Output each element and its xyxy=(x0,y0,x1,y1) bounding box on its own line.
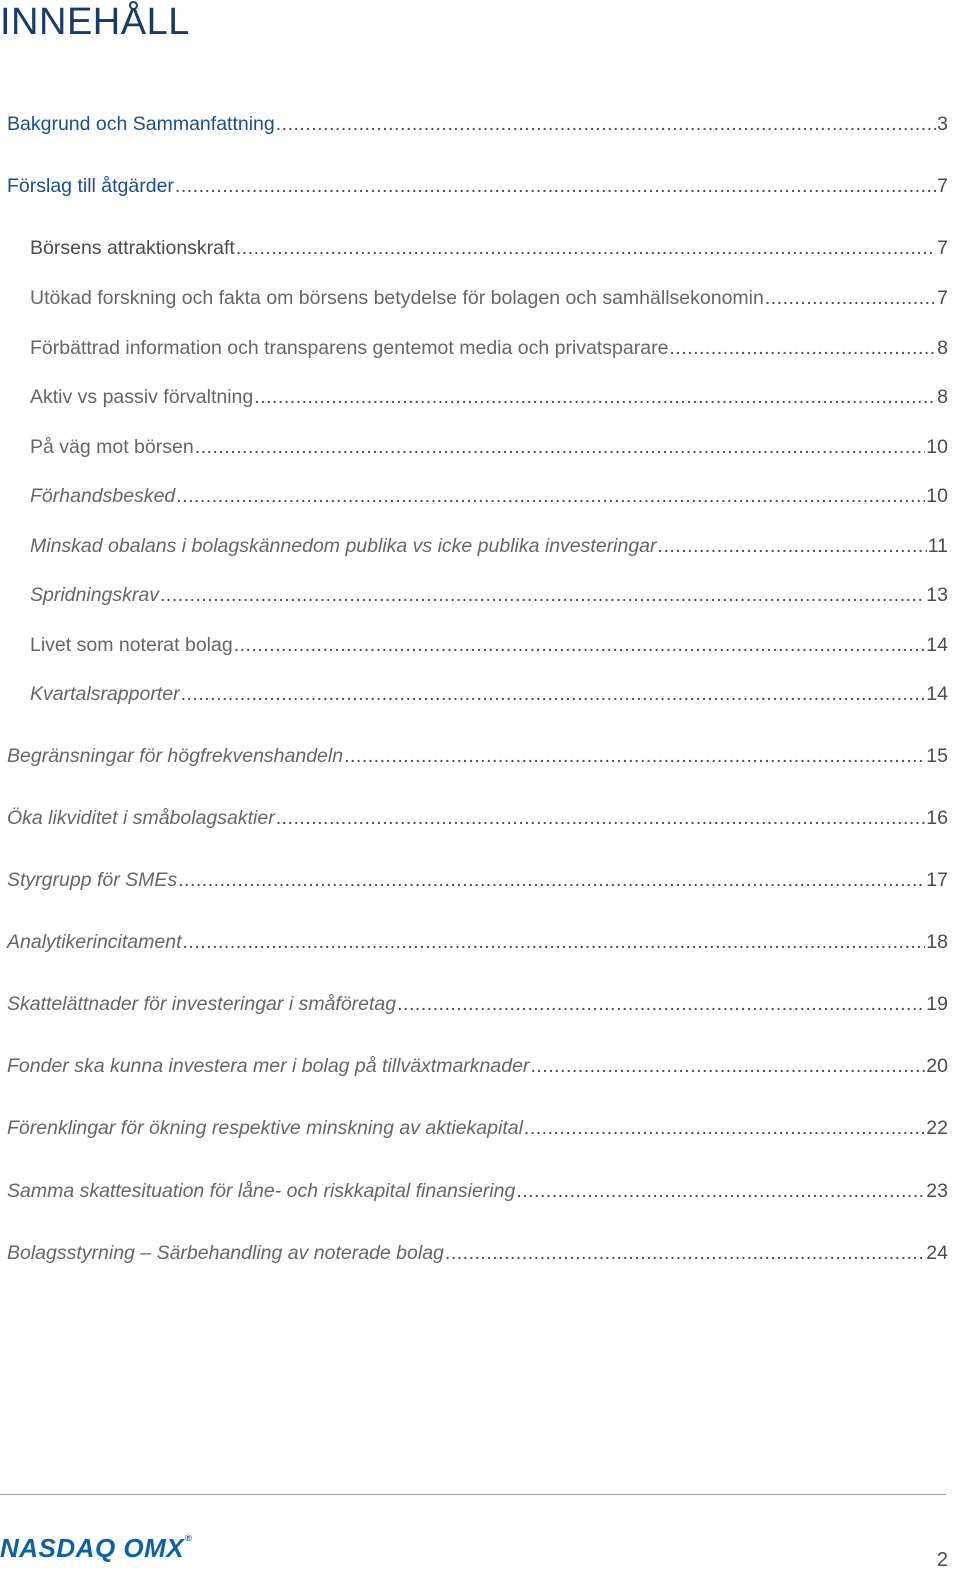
toc-entry[interactable] xyxy=(30,433,948,461)
toc-entry-page: 17 xyxy=(926,869,948,891)
toc-entry-page: 14 xyxy=(926,634,948,656)
toc-entry[interactable] xyxy=(30,234,948,262)
toc-entry-page: 20 xyxy=(926,1055,948,1077)
toc-entry-page: 23 xyxy=(926,1180,948,1202)
toc-entry-page: 8 xyxy=(937,386,948,408)
toc-entry[interactable] xyxy=(7,172,948,200)
toc-entry[interactable] xyxy=(30,581,948,609)
toc-entry-label: Förhandsbesked xyxy=(30,485,176,507)
toc-entry[interactable] xyxy=(7,990,948,1018)
toc-dot-leader xyxy=(397,990,925,1018)
toc-dot-leader xyxy=(254,383,936,411)
toc-entry[interactable] xyxy=(30,532,948,560)
toc-dot-leader xyxy=(276,110,936,138)
toc-entry-label: Bolagsstyrning – Särbehandling av noterade bolag xyxy=(7,1242,444,1264)
toc-entry[interactable] xyxy=(7,1177,948,1205)
toc-entry-page: 19 xyxy=(926,993,948,1015)
toc-entry-label: Aktiv vs passiv förvaltning xyxy=(30,386,254,408)
toc-entry-label: Livet som noterat bolag xyxy=(30,634,233,656)
toc-entry-label: Öka likviditet i småbolagsaktier xyxy=(7,807,275,829)
toc-dot-leader xyxy=(160,581,925,609)
toc-entry-label: Kvartalsrapporter xyxy=(30,683,180,705)
toc-entry-page: 8 xyxy=(937,337,948,359)
toc-entry-page: 24 xyxy=(926,1242,948,1264)
toc-entry-label: Skattelättnader för investeringar i småföretag xyxy=(7,993,397,1015)
toc-entry-page: 11 xyxy=(927,535,948,557)
toc-entry[interactable] xyxy=(30,631,948,659)
toc-entry-page: 7 xyxy=(937,287,948,309)
toc-entry-label: Samma skattesituation för låne- och riskkapital finansiering xyxy=(7,1180,516,1202)
toc-dot-leader xyxy=(765,284,936,312)
page-number: 2 xyxy=(936,1549,948,1571)
toc-entry[interactable] xyxy=(30,383,948,411)
toc-entry-page: 16 xyxy=(926,807,948,829)
toc-entry-label: Utökad forskning och fakta om börsens betydelse för bolagen och samhällsekonomin xyxy=(30,287,764,309)
toc-dot-leader xyxy=(181,680,926,708)
toc-entry[interactable] xyxy=(7,1114,948,1142)
toc-dot-leader xyxy=(195,433,926,461)
toc-dot-leader xyxy=(658,532,927,560)
toc-entry-page: 10 xyxy=(926,485,948,507)
nasdaq-omx-logo xyxy=(0,1533,192,1563)
toc-dot-leader xyxy=(175,172,936,200)
toc-entry-label: Förenklingar för ökning respektive minskning av aktiekapital xyxy=(7,1117,523,1139)
toc-entry-label: Börsens attraktionskraft xyxy=(30,237,235,259)
toc-entry-page: 3 xyxy=(937,113,948,135)
toc-dot-leader xyxy=(669,334,936,362)
footer-divider xyxy=(0,1494,946,1495)
toc-entry-page: 7 xyxy=(937,175,948,197)
toc-dot-leader xyxy=(178,866,925,894)
toc-entry[interactable] xyxy=(7,804,948,832)
toc-entry-label: Fonder ska kunna investera mer i bolag på tillväxtmarknader xyxy=(7,1055,530,1077)
toc-entry-page: 22 xyxy=(926,1117,948,1139)
toc-entry-label: Bakgrund och Sammanfattning xyxy=(7,113,275,135)
toc-entry[interactable] xyxy=(30,334,948,362)
toc-entry[interactable] xyxy=(30,284,948,312)
page-title: INNEHÅLL xyxy=(0,1,190,43)
toc-entry-label: Spridningskrav xyxy=(30,584,159,606)
toc-entry-page: 7 xyxy=(937,237,948,259)
toc-entry-page: 13 xyxy=(926,584,948,606)
toc-dot-leader xyxy=(445,1239,925,1267)
toc-dot-leader xyxy=(344,742,925,770)
toc-entry-label: Minskad obalans i bolagskännedom publika vs icke publika investeringar xyxy=(30,535,657,557)
toc-entry-page: 18 xyxy=(926,931,948,953)
toc-entry-label: Styrgrupp för SMEs xyxy=(7,869,178,891)
toc-entry[interactable] xyxy=(7,1239,948,1267)
toc-entry-page: 15 xyxy=(926,745,948,767)
toc-dot-leader xyxy=(176,482,925,510)
toc-dot-leader xyxy=(530,1052,925,1080)
toc-dot-leader xyxy=(276,804,926,832)
toc-dot-leader xyxy=(183,928,926,956)
toc-dot-leader xyxy=(516,1177,925,1205)
toc-entry-label: På väg mot börsen xyxy=(30,436,194,458)
toc-dot-leader xyxy=(524,1114,925,1142)
toc-entry[interactable] xyxy=(7,1052,948,1080)
toc-entry-label: Begränsningar för högfrekvenshandeln xyxy=(7,745,344,767)
toc-dot-leader xyxy=(236,234,936,262)
toc-entry[interactable] xyxy=(7,742,948,770)
toc-entry[interactable] xyxy=(7,866,948,894)
toc-entry[interactable] xyxy=(30,680,948,708)
toc-entry-page: 10 xyxy=(926,436,948,458)
logo-text: NASDAQ OMX xyxy=(0,1533,185,1563)
toc-entry-label: Förslag till åtgärder xyxy=(7,175,174,197)
registered-mark: ® xyxy=(185,1533,193,1543)
toc-entry-label: Analytikerincitament xyxy=(7,931,182,953)
toc-entry[interactable] xyxy=(7,928,948,956)
toc-entry[interactable] xyxy=(30,482,948,510)
toc-entry-label: Förbättrad information och transparens gentemot media och privatsparare xyxy=(30,337,669,359)
toc-dot-leader xyxy=(234,631,926,659)
toc-entry[interactable] xyxy=(7,110,948,138)
toc-entry-page: 14 xyxy=(926,683,948,705)
